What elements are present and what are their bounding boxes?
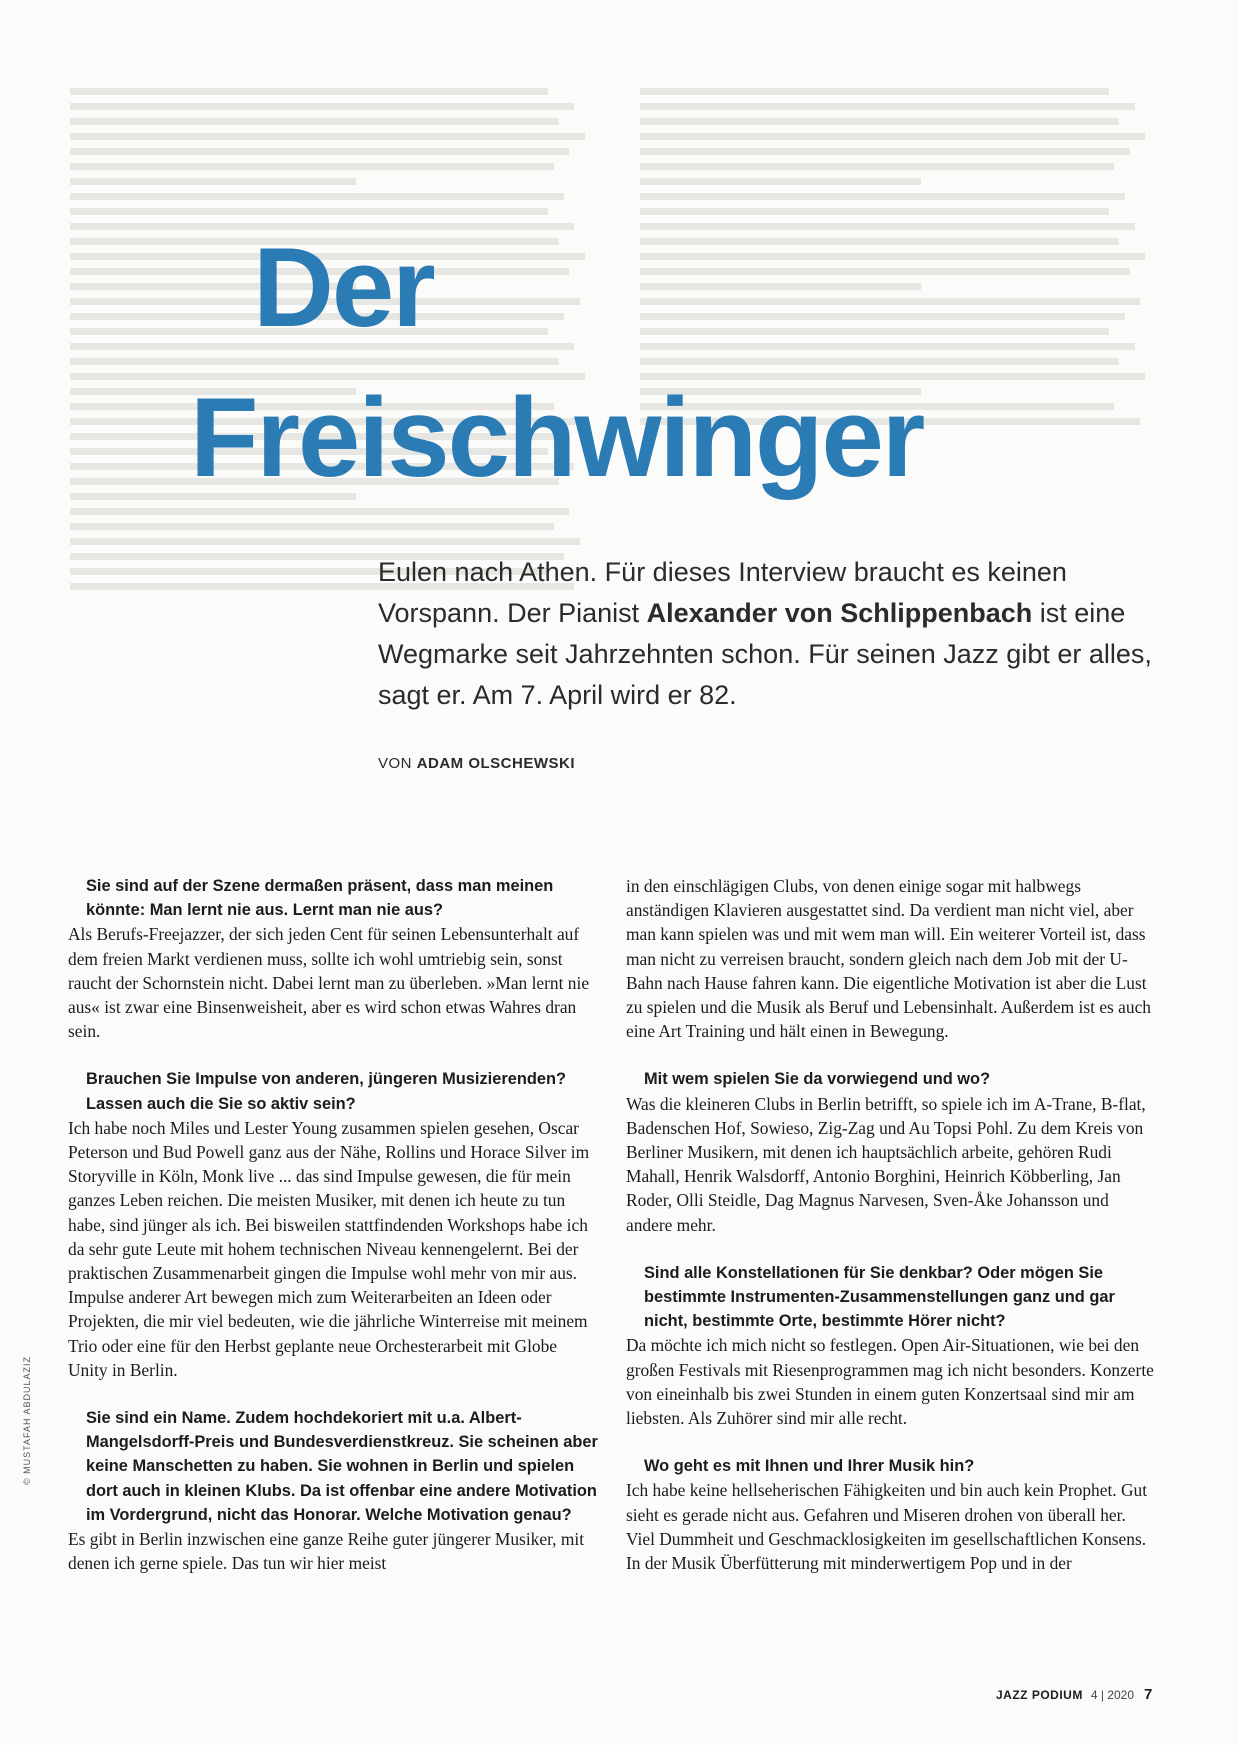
byline-author: ADAM OLSCHEWSKI bbox=[416, 755, 576, 772]
show-through-line bbox=[70, 133, 585, 140]
show-through-line bbox=[70, 193, 564, 200]
show-through-line bbox=[640, 88, 1109, 95]
headline-line-1: Der bbox=[253, 225, 434, 350]
interview-answer: Da möchte ich mich nicht so festlegen. Open Air-Situationen, wie bei den großen Festivals mit Riesenprogrammen mag ich nicht besonders. Konzerte von eineinhalb bis zwei Stunden in einem guten Konzertsaal sind mir am liebsten. Als Zuhörer sind mir alle recht. bbox=[626, 1335, 1154, 1429]
show-through-line bbox=[640, 118, 1119, 125]
lede-text-end: ist eine Wegmarke seit Jahrzehnten schon. Für seinen Jazz gibt er alles, sagt er. Am 7. April wird er 82. bbox=[378, 598, 1152, 710]
interview-answer: Es gibt in Berlin inzwischen eine ganze Reihe guter jüngerer Musiker, mit denen ich gerne spiele. Das tun wir hier meist bbox=[68, 1529, 585, 1574]
show-through-line bbox=[640, 133, 1145, 140]
interview-question: Sie sind ein Name. Zudem hochdekoriert mit u.a. Albert-Mangelsdorff-Preis und Bundesverdienstkreuz. Sie scheinen aber keine Manschetten zu haben. Sie wohnen in Berlin und spielen dort auch in kleinen Klubs. Da ist offenbar eine andere Motivation im Vordergrund, nicht das Honorar. Welche Motivation genau? bbox=[86, 1409, 598, 1524]
show-through-line bbox=[640, 103, 1135, 110]
show-through-line bbox=[640, 358, 1119, 365]
show-through-line bbox=[70, 358, 559, 365]
show-through-line bbox=[70, 178, 356, 185]
article-column-right bbox=[626, 874, 1156, 1599]
show-through-texture-right bbox=[640, 80, 1150, 620]
show-through-line bbox=[70, 508, 569, 515]
show-through-line bbox=[70, 118, 559, 125]
photo-credit: © MUSTAFAH ABDULAZIZ bbox=[22, 1356, 32, 1485]
show-through-line bbox=[640, 208, 1109, 215]
issue-number: 4 | 2020 bbox=[1090, 1688, 1134, 1702]
lede-text-start: Eulen nach Athen. Für dieses Interview braucht es keinen Vorspann. Der Pianist bbox=[378, 557, 1067, 628]
interview-question: Brauchen Sie Impulse von anderen, jüngeren Musizierenden? Lassen auch die Sie so aktiv sein? bbox=[86, 1070, 566, 1113]
lede-pianist-name: Alexander von Schlippenbach bbox=[646, 598, 1033, 628]
headline-line-2: Freischwinger bbox=[190, 375, 924, 500]
interview-answer-continued: in den einschlägigen Clubs, von denen einige sogar mit halbwegs anständigen Klavieren ausgestattet sind. Da verdient man nicht viel, aber man kann spielen was und mit wem man will. Ein weiterer Vorteil ist, dass man nicht zu verreisen braucht, sondern gleich nach dem Job mit der U-Bahn nach Hause fahren kann. Die eigentliche Motivation ist aber die Lust zu spielen und die Musik als Beruf und Lebensinhalt. Außerdem ist es auch eine Art Training und hält einen in Bewegung. bbox=[626, 876, 1151, 1042]
show-through-line bbox=[70, 148, 569, 155]
interview-question: Sind alle Konstellationen für Sie denkbar? Oder mögen Sie bestimmte Instrumenten-Zusammenstellungen ganz und gar nicht, bestimmte Orte, bestimmte Hörer nicht? bbox=[644, 1263, 1115, 1331]
page-number: 7 bbox=[1144, 1686, 1153, 1703]
show-through-line bbox=[640, 148, 1130, 155]
show-through-line bbox=[640, 163, 1114, 170]
show-through-line bbox=[70, 88, 548, 95]
interview-question: Wo geht es mit Ihnen und Ihrer Musik hin? bbox=[644, 1457, 975, 1476]
page-footer bbox=[996, 1686, 1152, 1703]
interview-question: Sie sind auf der Szene dermaßen präsent, dass man meinen könnte: Man lernt nie aus. Lernt man nie aus? bbox=[86, 877, 554, 920]
show-through-line bbox=[640, 193, 1125, 200]
show-through-line bbox=[70, 208, 548, 215]
show-through-line bbox=[70, 163, 554, 170]
show-through-line bbox=[70, 523, 554, 530]
interview-answer: Als Berufs-Freejazzer, der sich jeden Cent für seinen Lebensunterhalt auf dem freien Markt verdienen muss, sollte ich wohl umtriebig sein, sonst raucht der Schornstein nicht. Dabei lernt man zu überleben. »Man lernt nie aus« ist zwar eine Binsenweisheit, aber es wird schon etwas Wahres dran sein. bbox=[68, 924, 590, 1042]
show-through-line bbox=[70, 103, 574, 110]
show-through-line bbox=[70, 538, 580, 545]
interview-answer: Was die kleineren Clubs in Berlin betrifft, so spiele ich im A-Trane, B-flat, Badenschen Hof, Sowieso, Zig-Zag und Au Topsi Pohl. Zu dem Kreis von Berliner Musikern, mit denen ich hauptsächlich arbeite, gehören Rudi Mahall, Henrik Walsdorff, Antonio Borghini, Heinrich Köbberling, Jan Roder, Olli Steidle, Dag Magnus Narvesen, Sven-Åke Johansson und andere mehr. bbox=[626, 1093, 1146, 1235]
byline-prefix: VON bbox=[378, 755, 413, 772]
lede-paragraph bbox=[378, 552, 1168, 716]
interview-answer: Ich habe keine hellseherischen Fähigkeiten und bin auch kein Prophet. Gut sieht es gerade nicht aus. Gefahren und Miseren drohen von überall her. Viel Dummheit und Geschmacklosigkeiten im gesellschaftlichen Konsens. In der Musik Überfütterung mit minderwertigem Pop und in der bbox=[626, 1480, 1148, 1574]
show-through-line bbox=[640, 178, 921, 185]
magazine-name: JAZZ PODIUM bbox=[996, 1688, 1083, 1702]
byline bbox=[378, 755, 575, 772]
interview-answer: Ich habe noch Miles und Lester Young zusammen spielen gesehen, Oscar Peterson und Bud Powell ganz aus der Nähe, Rollins und Horace Silver im Storyville in Köln, Monk live ... das sind Impulse gewesen, die für mein ganzes Leben reichen. Die meisten Musiker, mit denen ich heute zu tun habe, sind jünger als ich. Bei bisweilen stattfindenden Workshops habe ich da sehr gute Leute mit hohem technischen Niveau kennengelernt. Bei der praktischen Zusammenarbeit gingen die Impulse wohl mehr von mir aus. Impulse anderer Art bewegen mich zum Weiterarbeiten an Ideen oder Projekten, die mir viel bedeuten, wie die jährliche Winterreise mit meinem Trio oder eine für den Herbst geplante neue Orchesterarbeit mit Globe Unity in Berlin. bbox=[68, 1117, 590, 1380]
interview-question: Mit wem spielen Sie da vorwiegend und wo? bbox=[644, 1070, 991, 1089]
article-column-left bbox=[68, 874, 600, 1599]
